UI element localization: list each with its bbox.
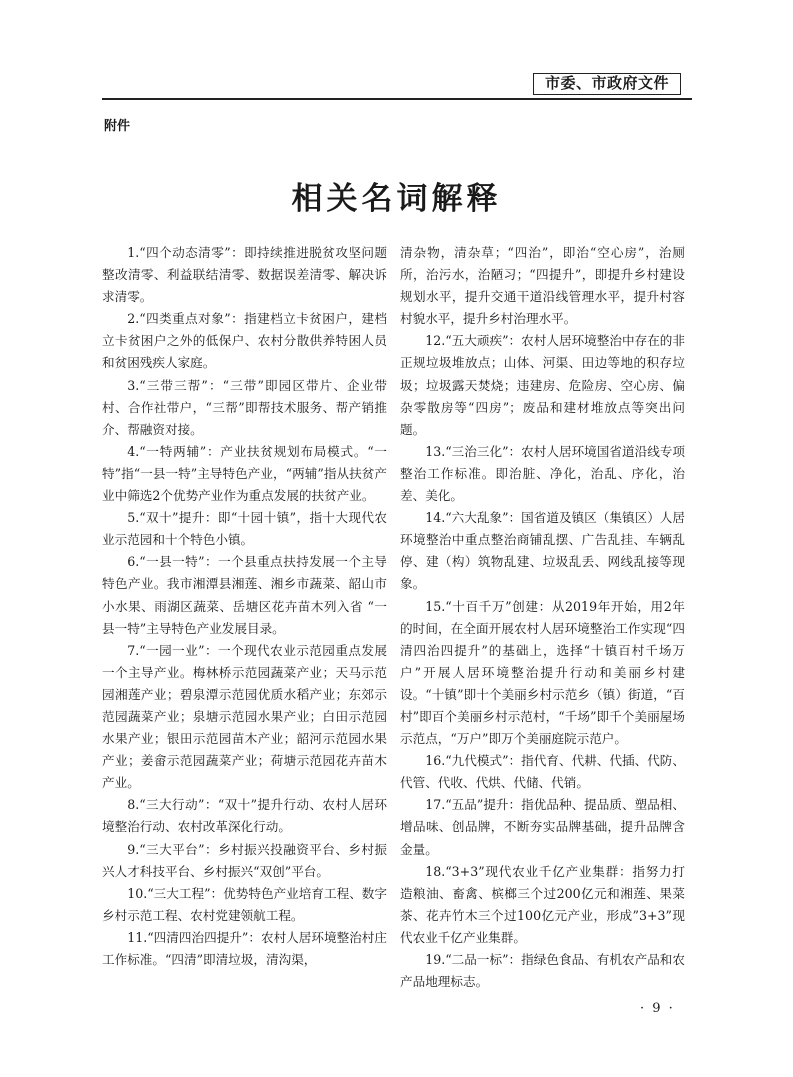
term-entry-continued: 清杂物，清杂草；“四治”，即治“空心房”，治厕所，治污水，治陋习；“四提升”，即提升乡村建设规划水平，提升交通干道沿线管理水平，提升村容村貌水平，提升乡村治理水平。 [400, 245, 685, 327]
term-entry: 3.“三带三帮”：“三带”即园区带片、企业带村、合作社带户，“三帮”即帮技术服务、帮产销推介、帮融资对接。 [102, 377, 387, 437]
section-tag: 市委、市政府文件 [533, 73, 681, 95]
term-entry: 18.“3+3”现代农业千亿产业集群：指努力打造粮油、畜禽、槟榔三个过200亿元和湘莲、果菜茶、花卉竹木三个过100亿元产业，形成”3+3”现代农业千亿产业集群。 [400, 863, 685, 945]
left-column [102, 242, 387, 971]
page-number: · 9 · [640, 1001, 675, 1016]
term-entry: 11.“四清四治四提升”：农村人居环境整治村庄工作标准。“四清”即清垃圾，清沟渠， [102, 929, 387, 967]
term-entry: 13.“三治三化”：农村人居环境国省道沿线专项整治工作标准。即治脏、净化，治乱、序化，治差、美化。 [400, 443, 685, 504]
term-entry: 16.“九代模式”：指代育、代耕、代插、代防、代管、代收、代烘、代储、代销。 [400, 753, 685, 791]
term-entry: 12.“五大顽疾”：农村人居环境整治中存在的非正规垃圾堆放点；山体、河渠、田边等地的积存垃圾；垃圾露天焚烧；违建房、危险房、空心房、偏杂零散房等“四房”；废品和建材堆放点等突出问题。 [400, 333, 685, 437]
term-entry: 15.“十百千万”创建：从2019年开始，用2年的时间，在全面开展农村人居环境整治工作实现“四清四治四提升”的基础上，选择“十镇百村千场万户”开展人居环境整治提升行动和美丽乡村建设。“十镇”即十个美丽乡村示范乡（镇）街道，“百村”即百个美丽乡村示范村，“千场”即千个美丽屋场示范点，“万户”即万个美丽庭院示范户。 [400, 598, 685, 747]
page-title: 相关名词解释 [291, 181, 502, 217]
term-entry: 14.“六大乱象”：国省道及镇区（集镇区）人居环境整治中重点整治商铺乱摆、广告乱挂、车辆乱停、建（构）筑物乱建、垃圾乱丢、网线乱接等现象。 [400, 510, 685, 592]
term-entry: 19.“二品一标”：指绿色食品、有机农产品和农产品地理标志。 [400, 952, 685, 990]
term-entry: 1.“四个动态清零”：即持续推进脱贫攻坚问题整改清零、利益联结清零、数据误差清零、解决诉求清零。 [102, 245, 387, 305]
term-entry: 5.“双十”提升：即“十园十镇”，指十大现代农业示范园和十个特色小镇。 [102, 510, 387, 548]
right-column [400, 242, 685, 993]
term-entry: 9.“三大平台”：乡村振兴投融资平台、乡村振兴人才科技平台、乡村振兴“双创”平台。 [102, 841, 387, 879]
term-entry: 6.“一县一特”：一个县重点扶持发展一个主导特色产业。我市湘潭县湘莲、湘乡市蔬菜、韶山市小水果、雨湖区蔬菜、岳塘区花卉苗木列入省 “一县一特”主导特色产业发展目录。 [102, 554, 387, 636]
term-entry: 4.“一特两辅”：产业扶贫规划布局模式。“一特”指“一县一特”主导特色产业，“两辅”指从扶贫产业中筛选2个优势产业作为重点发展的扶贫产业。 [102, 443, 387, 504]
header-rule [102, 98, 692, 100]
term-entry: 10.“三大工程”：优势特色产业培育工程、数字乡村示范工程、农村党建领航工程。 [102, 885, 387, 923]
term-entry: 17.“五品”提升：指优品种、提品质、塑品相、增品味、创品牌，不断夯实品牌基础，提升品牌含金量。 [400, 797, 685, 857]
attachment-label: 附件 [104, 119, 131, 134]
term-entry: 2.“四类重点对象”：指建档立卡贫困户，建档立卡贫困户之外的低保户、农村分散供养特困人员和贫困残疾人家庭。 [102, 311, 387, 371]
term-entry: 8.“三大行动”：“双十”提升行动、农村人居环境整治行动、农村改革深化行动。 [102, 797, 387, 835]
term-entry: 7.“一园一业”：一个现代农业示范园重点发展一个主导产业。梅林桥示范园蔬菜产业；天马示范园湘莲产业；碧泉潭示范园优质水稻产业；东郊示范园蔬菜产业；泉塘示范园水果产业；白田示范园水果产业；银田示范园苗木产业；韶河示范园水果产业；姜畲示范园蔬菜产业；荷塘示范园花卉苗木产业。 [102, 642, 387, 791]
